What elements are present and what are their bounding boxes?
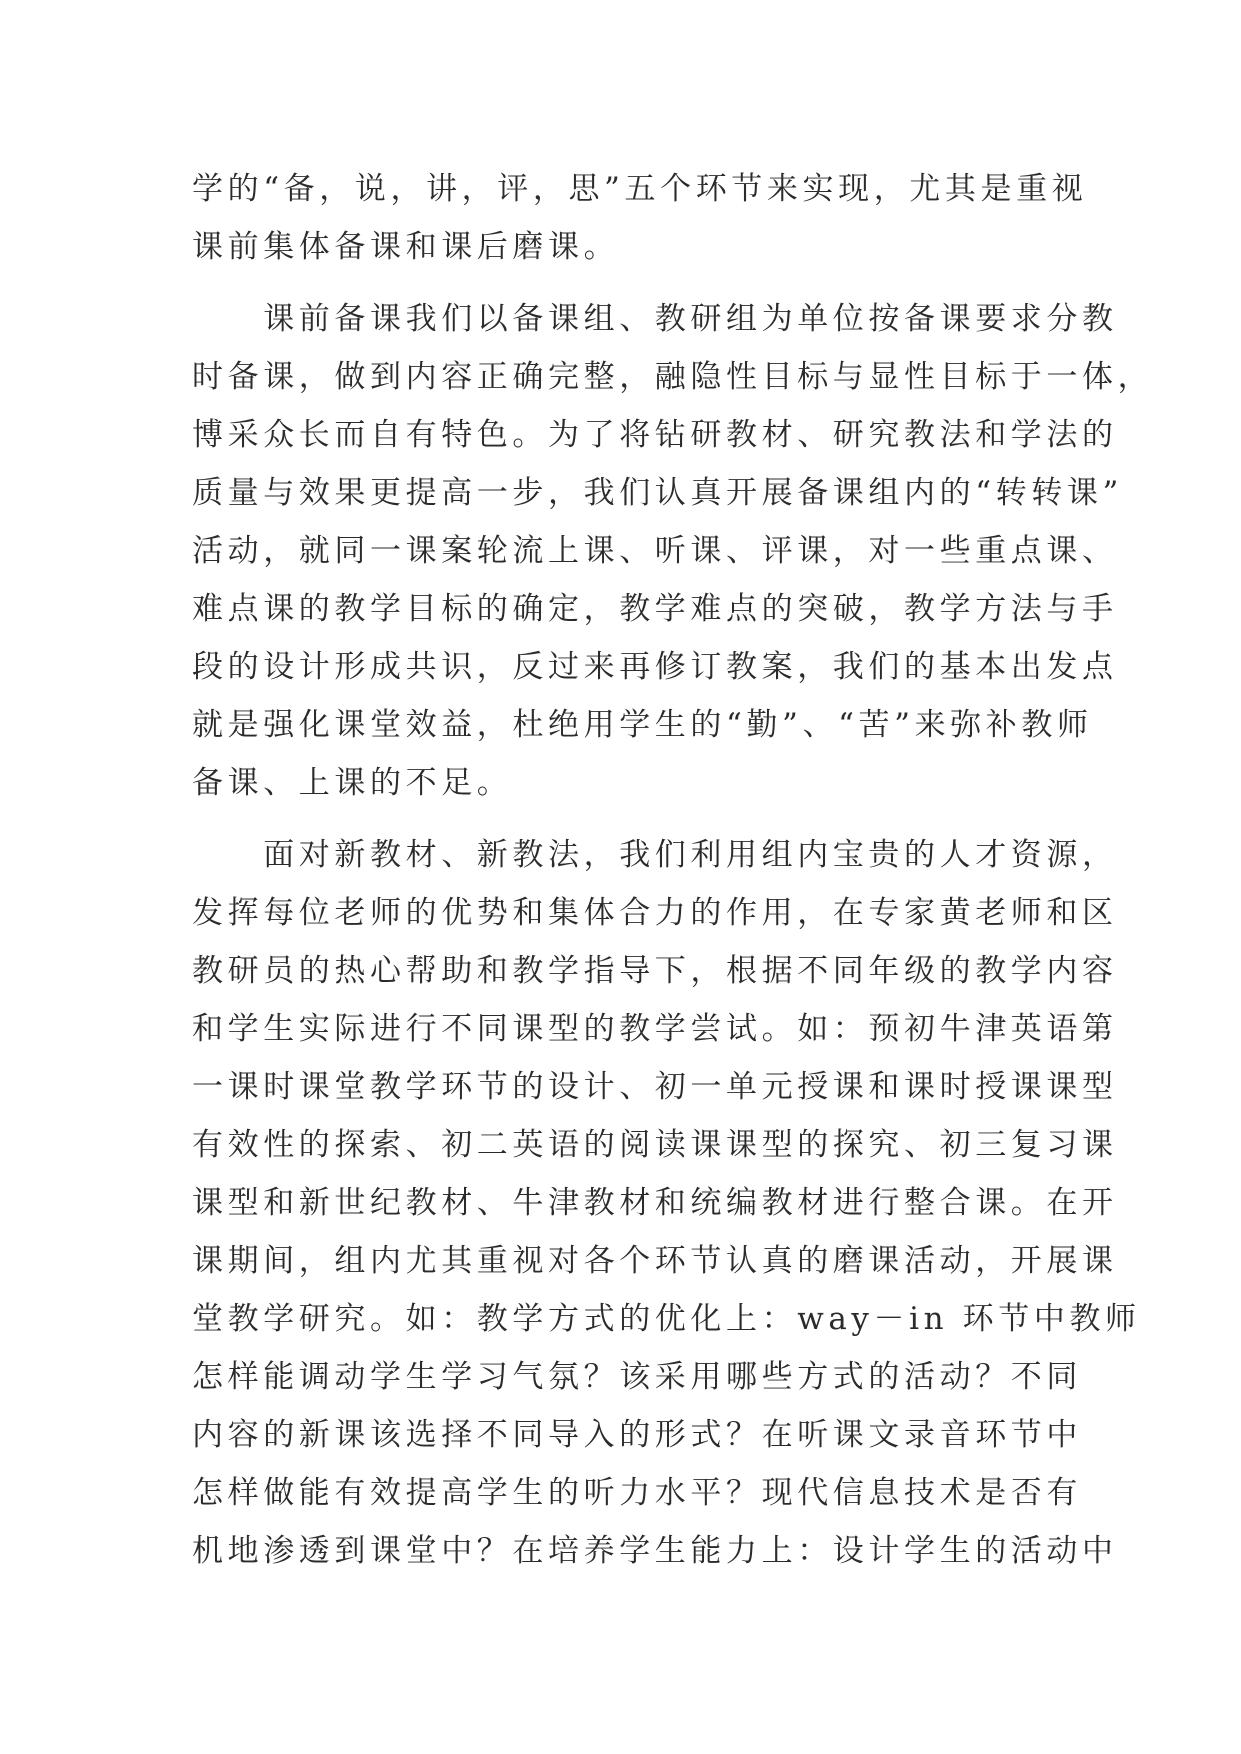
text-line: 课前集体备课和课后磨课。 bbox=[192, 229, 620, 265]
text-line: 备课、上课的不足。 bbox=[192, 765, 513, 801]
text-line: 难点课的教学目标的确定，教学难点的突破，教学方法与手 bbox=[192, 591, 1118, 627]
document-body bbox=[192, 160, 1154, 1580]
text-line: 堂教学研究。如：教学方式的优化上：way－in 环节中教师 bbox=[192, 1301, 1141, 1337]
text-line: 面对新教材、新教法，我们利用组内宝贵的人才资源， bbox=[192, 837, 1118, 873]
text-line: 怎样能调动学生学习气氛？该采用哪些方式的活动？不同 bbox=[192, 1359, 1082, 1395]
text-line: 就是强化课堂效益，杜绝用学生的“勤”、“苦”来弥补教师 bbox=[192, 707, 1093, 743]
text-line: 课型和新世纪教材、牛津教材和统编教材进行整合课。在开 bbox=[192, 1185, 1118, 1221]
text-line: 课前备课我们以备课组、教研组为单位按备课要求分教 bbox=[192, 301, 1118, 337]
text-line: 时备课，做到内容正确完整，融隐性目标与显性目标于一体， bbox=[192, 359, 1154, 395]
text-line: 机地渗透到课堂中？在培养学生能力上：设计学生的活动中 bbox=[192, 1533, 1118, 1569]
text-line: 段的设计形成共识，反过来再修订教案，我们的基本出发点 bbox=[192, 649, 1118, 685]
text-line: 教研员的热心帮助和教学指导下，根据不同年级的教学内容 bbox=[192, 953, 1118, 989]
text-line: 活动，就同一课案轮流上课、听课、评课，对一些重点课、 bbox=[192, 533, 1118, 569]
text-line: 发挥每位老师的优势和集体合力的作用，在专家黄老师和区 bbox=[192, 895, 1118, 931]
text-line: 博采众长而自有特色。为了将钻研教材、研究教法和学法的 bbox=[192, 417, 1118, 453]
paragraph-gap bbox=[192, 812, 1072, 826]
text-line: 有效性的探索、初二英语的阅读课课型的探究、初三复习课 bbox=[192, 1127, 1118, 1163]
text-line: 一课时课堂教学环节的设计、初一单元授课和课时授课课型 bbox=[192, 1069, 1118, 1105]
text-line: 学的“备，说，讲，评，思”五个环节来实现，尤其是重视 bbox=[192, 171, 1088, 207]
text-line: 课期间，组内尤其重视对各个环节认真的磨课活动，开展课 bbox=[192, 1243, 1118, 1279]
text-line: 和学生实际进行不同课型的教学尝试。如：预初牛津英语第 bbox=[192, 1011, 1118, 1047]
text-line: 内容的新课该选择不同导入的形式？在听课文录音环节中 bbox=[192, 1417, 1082, 1453]
paragraph-gap bbox=[192, 276, 1072, 290]
text-line: 怎样做能有效提高学生的听力水平？现代信息技术是否有 bbox=[192, 1475, 1082, 1511]
text-line: 质量与效果更提高一步，我们认真开展备课组内的“转转课” bbox=[192, 475, 1123, 511]
